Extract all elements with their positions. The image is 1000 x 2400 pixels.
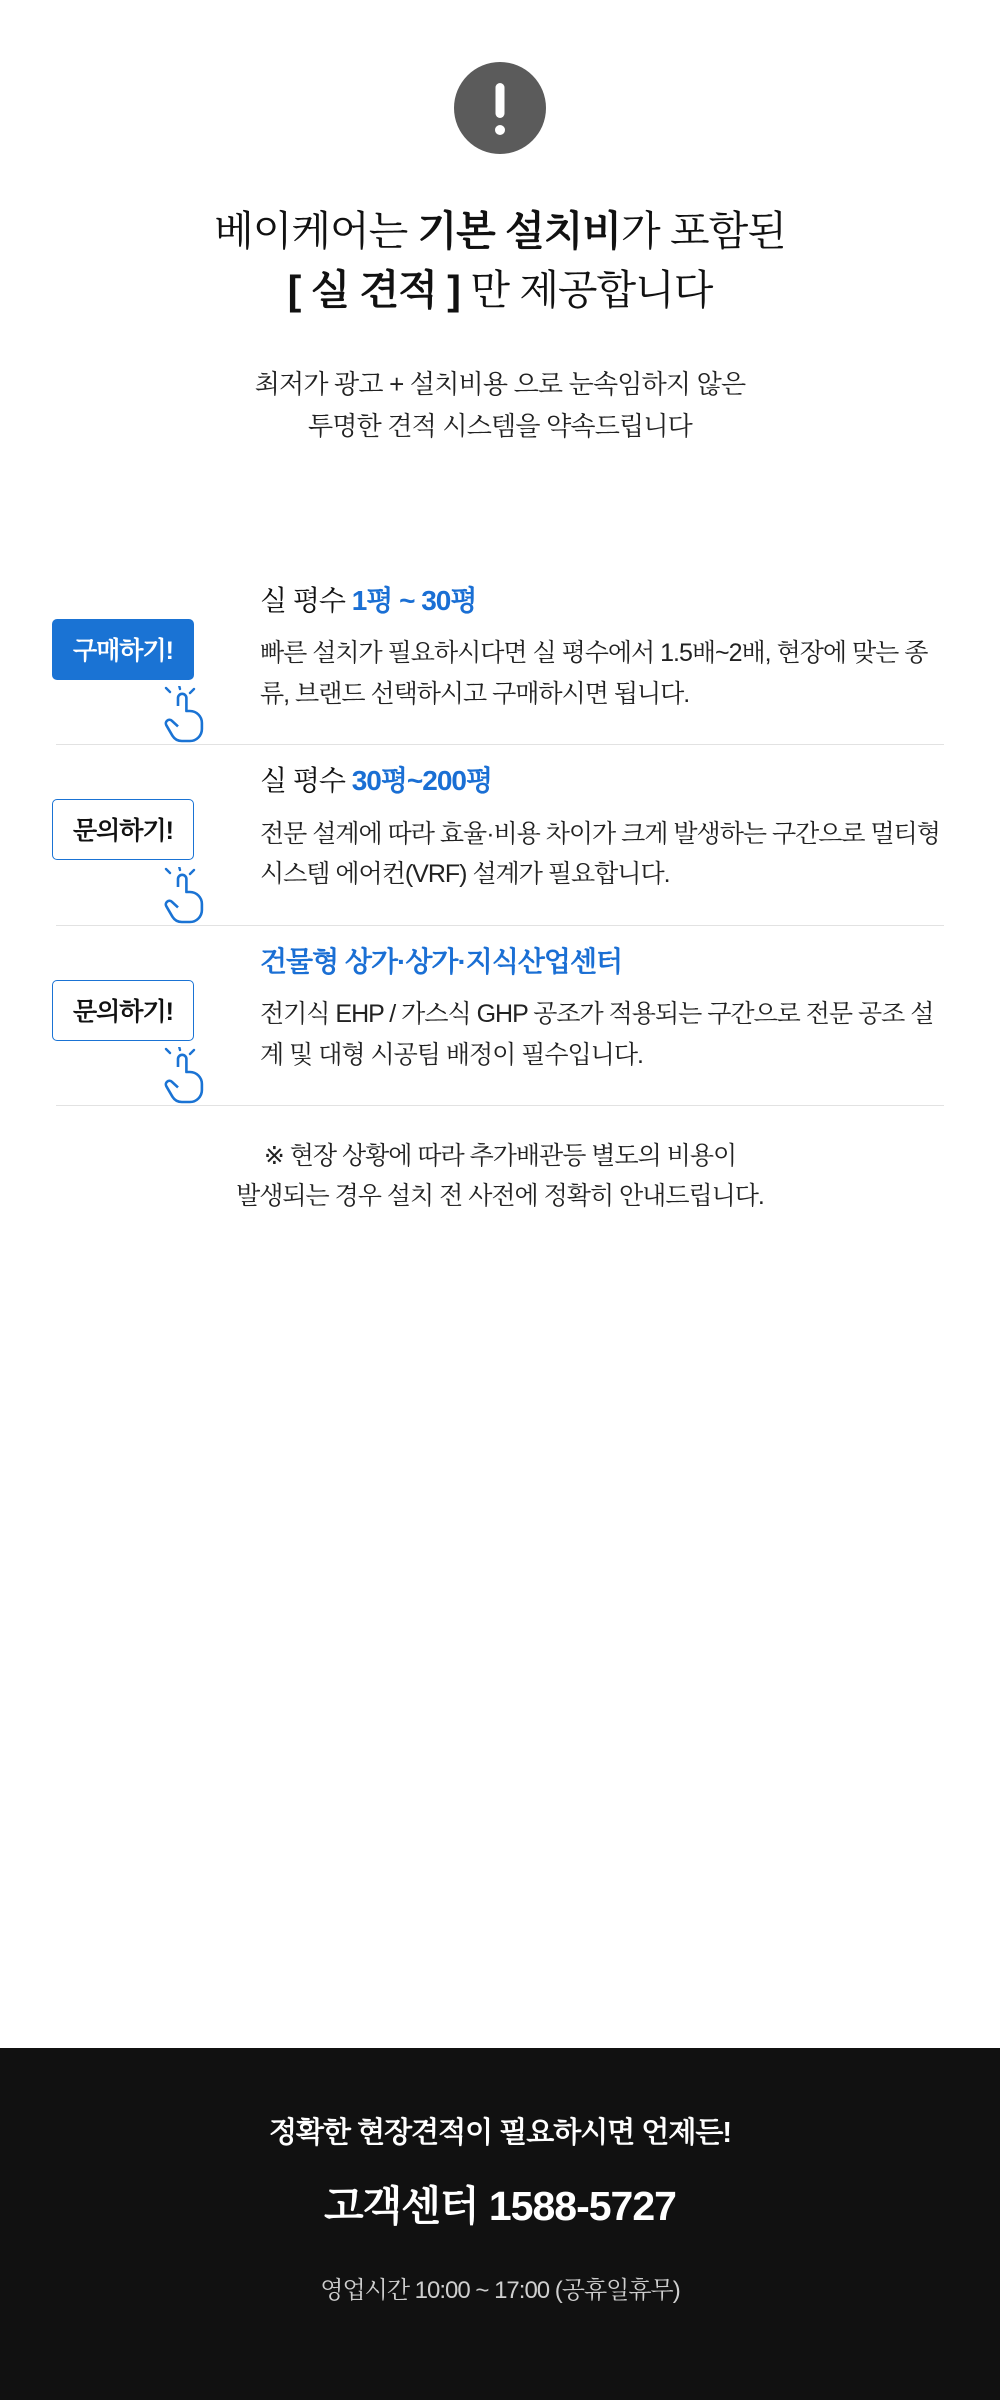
inquiry-button[interactable]: 문의하기! — [52, 980, 194, 1041]
option-title — [260, 583, 948, 619]
customer-center-phone[interactable]: 고객센터 1588-5727 — [324, 2183, 676, 2229]
footer-headline: 정확한 현장견적이 필요하시면 언제든! — [268, 2117, 732, 2149]
page-title — [0, 202, 1000, 321]
inquiry-button[interactable]: 문의하기! — [52, 799, 194, 860]
row-divider — [56, 1105, 944, 1106]
option-title-accent: 30평~200평 — [351, 765, 493, 797]
title-line2-suffix: 만 제공합니다 — [459, 267, 713, 314]
pointer-hand-icon — [164, 1047, 218, 1105]
exclamation-bar — [496, 83, 505, 118]
option-title-plain: 실 평수 — [260, 585, 352, 617]
option-row — [52, 565, 948, 744]
hero-subtitle-line1: 최저가 광고 + 설치비용 으로 눈속임하지 않은 — [254, 368, 746, 399]
footer-contact-banner — [0, 2048, 1000, 2400]
option-description: 빠른 설치가 필요하시다면 실 평수에서 1.5배~2배, 현장에 맞는 종류, 브랜드 선택하시고 구매하시면 됩니다. — [260, 639, 928, 708]
disclaimer-line1: ※ 현장 상황에 따라 추가배관등 별도의 비용이 — [263, 1142, 737, 1171]
option-description: 전기식 EHP / 가스식 GHP 공조가 적용되는 구간으로 전문 공조 설계 및 대형 시공팀 배정이 필수입니다. — [260, 1000, 934, 1069]
cta-column — [52, 583, 252, 714]
option-title-plain: 실 평수 — [260, 765, 352, 797]
hero-subtitle-line2: 투명한 견적 시스템을 약속드립니다 — [307, 410, 692, 441]
business-hours: 영업시간 10:00 ~ 17:00 (공휴일휴무) — [320, 2277, 680, 2304]
exclamation-circle-icon — [454, 62, 546, 154]
option-description: 전문 설계에 따라 효율·비용 차이가 크게 발생하는 구간으로 멀티형 시스템 에어컨(VRF) 설계가 필요합니다. — [260, 819, 940, 889]
option-title — [260, 763, 948, 799]
option-text — [252, 944, 948, 1075]
hero-section — [0, 0, 1000, 447]
option-text — [252, 583, 948, 714]
option-row — [52, 926, 948, 1105]
title-line1-bold: 기본 설치비 — [417, 208, 621, 254]
title-line1 — [214, 208, 786, 254]
title-line2-bold: [ 실 견적 ] — [287, 267, 460, 314]
purchase-button[interactable]: 구매하기! — [52, 619, 194, 680]
option-row — [52, 745, 948, 924]
cta-column — [52, 944, 252, 1075]
option-title-accent: 1평 ~ 30평 — [351, 585, 477, 617]
title-line1-prefix: 베이케어는 — [214, 208, 418, 254]
option-text — [252, 763, 948, 894]
title-line1-suffix: 가 포함된 — [621, 208, 786, 254]
exclamation-dot — [495, 125, 505, 135]
pointer-hand-icon — [164, 686, 218, 744]
option-rows — [0, 565, 1000, 1216]
option-title-accent: 건물형 상가·상가·지식산업센터 — [260, 945, 623, 977]
cta-column — [52, 763, 252, 894]
disclaimer-note — [52, 1136, 948, 1216]
hero-subtitle — [0, 363, 1000, 447]
pointer-hand-icon — [164, 867, 218, 925]
disclaimer-line2: 발생되는 경우 설치 전 사전에 정확히 안내드립니다. — [236, 1182, 764, 1211]
option-title — [260, 944, 948, 980]
title-line2 — [0, 261, 1000, 320]
